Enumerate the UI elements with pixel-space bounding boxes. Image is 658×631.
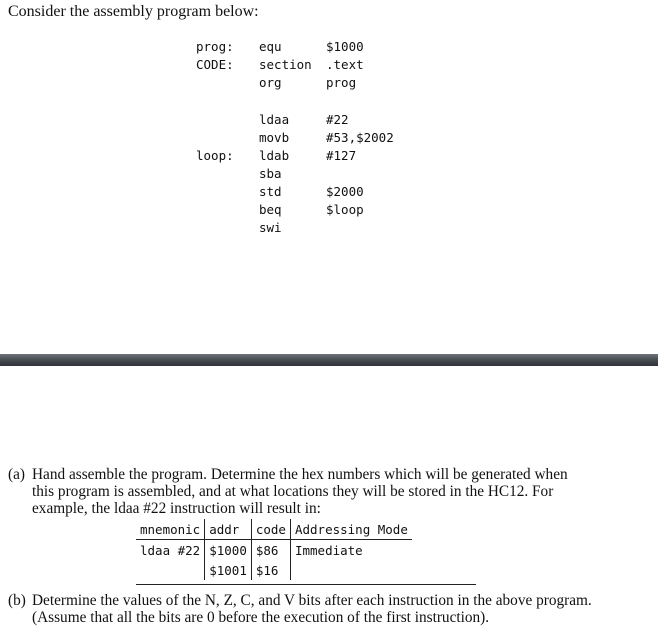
table-row (136, 560, 412, 580)
intro-text: Consider the assembly program below: (8, 3, 259, 20)
table-cell: $1000 (205, 540, 252, 561)
code-op: swi (259, 220, 282, 235)
code-op: ldab (259, 148, 290, 163)
table-header-row (136, 519, 412, 540)
code-operand: #22 (326, 112, 349, 127)
part-b-label: (b) (8, 592, 26, 609)
column-header: addr (205, 519, 252, 540)
table-cell: $1001 (205, 560, 252, 580)
table-cell: ldaa #22 (136, 540, 205, 561)
code-op: ldaa (259, 112, 290, 127)
column-header: mnemonic (136, 519, 205, 540)
code-label: CODE: (196, 57, 234, 72)
code-operand: .text (326, 57, 364, 72)
code-op: beq (259, 202, 282, 217)
part-a-text (32, 466, 652, 517)
example-table (136, 519, 412, 580)
code-op: sba (259, 166, 282, 181)
page-divider (0, 354, 658, 366)
part-b-text (32, 592, 652, 626)
part-a (8, 466, 658, 520)
code-op: equ (259, 39, 282, 54)
code-label: loop: (196, 148, 234, 163)
table-cell: $16 (251, 560, 290, 580)
column-header: Addressing Mode (290, 519, 411, 540)
code-operand: prog (326, 75, 357, 90)
part-a-line: Hand assemble the program. Determine the hex numbers which will be generated when (32, 466, 568, 483)
code-operand: #127 (326, 148, 357, 163)
code-op: org (259, 75, 282, 90)
part-a-label: (a) (8, 466, 25, 483)
code-label: prog: (196, 39, 234, 54)
code-operand: $loop (326, 202, 364, 217)
part-a-line: this program is assembled, and at what locations they will be stored in the HC12. For (32, 483, 554, 500)
table-cell: $86 (251, 540, 290, 561)
table-cell (290, 560, 411, 580)
table-row (136, 540, 412, 561)
part-a-line: example, the ldaa #22 instruction will result in: (32, 500, 321, 517)
code-operand: #53,$2002 (326, 130, 394, 145)
code-op: movb (259, 130, 290, 145)
table-cell (136, 560, 205, 580)
column-header: code (251, 519, 290, 540)
code-operand: $2000 (326, 184, 364, 199)
part-b-line: (Assume that all the bits are 0 before the execution of the first instruction). (32, 609, 490, 626)
part-b-line: Determine the values of the N, Z, C, and V bits after each instruction in the above program. (32, 592, 592, 609)
code-op: section (259, 57, 312, 72)
code-operand: $1000 (326, 39, 364, 54)
part-b (8, 592, 658, 628)
code-op: std (259, 184, 282, 199)
table-cell: Immediate (294, 542, 363, 558)
table-bottom-rule (136, 584, 476, 585)
